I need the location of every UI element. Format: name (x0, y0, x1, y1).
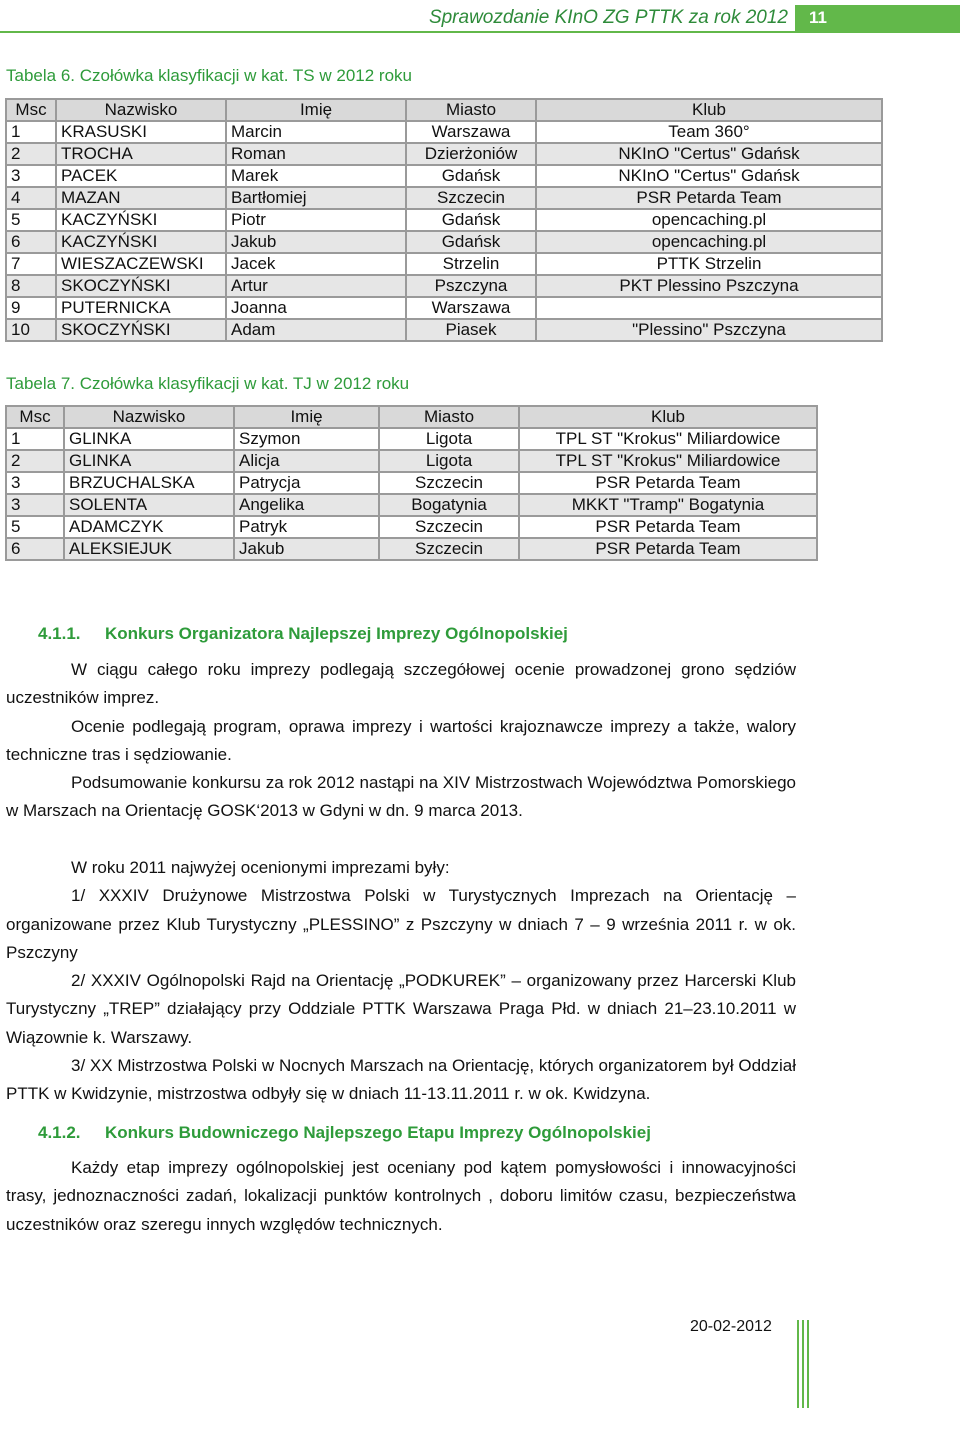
table-row (6, 231, 882, 253)
table-row (6, 319, 882, 341)
table-header-row (6, 406, 817, 428)
table-cell: Ligota (379, 428, 519, 450)
table-cell: SKOCZYŃSKI (56, 275, 226, 297)
table-cell: ADAMCZYK (64, 516, 234, 538)
table-cell: Szczecin (406, 187, 536, 209)
paragraph: W roku 2011 najwyżej ocenionymi imprezami były: (71, 858, 450, 877)
table-cell: 6 (6, 231, 56, 253)
table-cell: 3 (6, 472, 64, 494)
table-cell: Alicja (234, 450, 379, 472)
table-cell: Roman (226, 143, 406, 165)
table-cell: Artur (226, 275, 406, 297)
table-cell: 7 (6, 253, 56, 275)
table-row (6, 450, 817, 472)
table-cell: 4 (6, 187, 56, 209)
table-cell: Team 360° (536, 121, 882, 143)
table-cell: Szczecin (379, 472, 519, 494)
table-row (6, 494, 817, 516)
table-cell: KACZYŃSKI (56, 231, 226, 253)
table-cell: Warszawa (406, 297, 536, 319)
paragraph: Ocenie podlegają program, oprawa imprezy i wartości krajoznawcze imprezy a także, walory techniczne tras i sędziowanie. (6, 716, 796, 764)
table-cell: Szczecin (379, 538, 519, 560)
table-cell: 5 (6, 516, 64, 538)
section-412-heading (38, 1123, 651, 1143)
table-cell: MAZAN (56, 187, 226, 209)
column-header: Nazwisko (64, 406, 234, 428)
table7 (5, 405, 818, 561)
table-cell: Joanna (226, 297, 406, 319)
table-cell: Patryk (234, 516, 379, 538)
table-cell: Jakub (226, 231, 406, 253)
column-header: Miasto (406, 99, 536, 121)
footer-bars-decoration (797, 1320, 813, 1408)
column-header: Msc (6, 99, 56, 121)
table-cell: Piasek (406, 319, 536, 341)
table-row (6, 516, 817, 538)
column-header: Imię (234, 406, 379, 428)
table-cell: TPL ST "Krokus" Miliardowice (519, 428, 817, 450)
table-row (6, 187, 882, 209)
paragraph: 2/ XXXIV Ogólnopolski Rajd na Orientację „PODKUREK” – organizowany przez Harcerski Klub Turystyczny „TREP” działający przy Oddziale PTTK Warszawa Praga Płd. w dniach 21–23.10.2011 w Wiązownie k. Warszawy. (6, 971, 796, 1047)
table-row (6, 297, 882, 319)
column-header: Nazwisko (56, 99, 226, 121)
column-header: Klub (536, 99, 882, 121)
table-cell: GLINKA (64, 428, 234, 450)
table-cell: Piotr (226, 209, 406, 231)
table-cell: BRZUCHALSKA (64, 472, 234, 494)
table-row (6, 538, 817, 560)
table-cell: Jakub (234, 538, 379, 560)
section-412-number: 4.1.2. (38, 1123, 81, 1142)
table-cell: SKOCZYŃSKI (56, 319, 226, 341)
paragraph: 3/ XX Mistrzostwa Polski w Nocnych Marszach na Orientację, których organizatorem był Oddział PTTK w Kwidzynie, mistrzostwa odbyły się w dniach 11-13.11.2011 r. w ok. Kwidzyna. (6, 1056, 796, 1104)
table-cell: 1 (6, 121, 56, 143)
document-title: Sprawozdanie KInO ZG PTTK za rok 2012 (428, 7, 788, 28)
table-cell: Gdańsk (406, 165, 536, 187)
paragraph: Każdy etap imprezy ogólnopolskiej jest oceniany pod kątem pomysłowości i innowacyjności trasy, jednoznaczności zadań, lokalizacji punktów kontrolnych , doboru limitów czasu, bezpieczeństwa uczestników oraz szeregu innych względów technicznych. (6, 1158, 796, 1234)
table-cell: 3 (6, 494, 64, 516)
table-cell: Strzelin (406, 253, 536, 275)
section-411-2011-list (6, 854, 796, 1109)
table-row (6, 209, 882, 231)
section-412-title: Konkurs Budowniczego Najlepszego Etapu Imprezy Ogólnopolskiej (105, 1123, 651, 1142)
table-cell: PSR Petarda Team (536, 187, 882, 209)
table-row (6, 275, 882, 297)
section-411-title: Konkurs Organizatora Najlepszej Imprezy Ogólnopolskiej (105, 624, 568, 643)
table-cell: 3 (6, 165, 56, 187)
table-cell: 10 (6, 319, 56, 341)
table-cell: PUTERNICKA (56, 297, 226, 319)
table-cell: SOLENTA (64, 494, 234, 516)
table-cell: KACZYŃSKI (56, 209, 226, 231)
table-cell: 2 (6, 450, 64, 472)
table6 (5, 98, 883, 342)
table-cell: 2 (6, 143, 56, 165)
table-cell: TPL ST "Krokus" Miliardowice (519, 450, 817, 472)
page-number: 11 (795, 5, 960, 31)
table-cell: Pszczyna (406, 275, 536, 297)
table-cell: 9 (6, 297, 56, 319)
table-cell: NKInO "Certus" Gdańsk (536, 165, 882, 187)
table-cell: Szczecin (379, 516, 519, 538)
table-cell: Warszawa (406, 121, 536, 143)
table-row (6, 472, 817, 494)
table-cell: NKInO "Certus" Gdańsk (536, 143, 882, 165)
section-411-body (6, 656, 796, 826)
column-header: Miasto (379, 406, 519, 428)
table-cell: GLINKA (64, 450, 234, 472)
column-header: Msc (6, 406, 64, 428)
column-header: Klub (519, 406, 817, 428)
table-cell: WIESZACZEWSKI (56, 253, 226, 275)
table-row (6, 253, 882, 275)
table-cell: 6 (6, 538, 64, 560)
table-row (6, 428, 817, 450)
table-row (6, 165, 882, 187)
table-cell: Adam (226, 319, 406, 341)
table-cell: Gdańsk (406, 209, 536, 231)
footer-date: 20-02-2012 (690, 1318, 772, 1335)
section-412-body (6, 1154, 796, 1239)
table-cell: Patrycja (234, 472, 379, 494)
section-411-heading (38, 624, 568, 644)
table-cell: opencaching.pl (536, 231, 882, 253)
table-cell: Marek (226, 165, 406, 187)
table-cell: Dzierżoniów (406, 143, 536, 165)
table-cell: opencaching.pl (536, 209, 882, 231)
table-cell: PACEK (56, 165, 226, 187)
column-header: Imię (226, 99, 406, 121)
table-header-row (6, 99, 882, 121)
table-cell: Szymon (234, 428, 379, 450)
table-cell: PSR Petarda Team (519, 516, 817, 538)
table-cell: "Plessino" Pszczyna (536, 319, 882, 341)
table-row (6, 121, 882, 143)
section-411-number: 4.1.1. (38, 624, 81, 643)
table-cell: MKKT "Tramp" Bogatynia (519, 494, 817, 516)
table-cell: Jacek (226, 253, 406, 275)
table-cell: ALEKSIEJUK (64, 538, 234, 560)
table-cell: Ligota (379, 450, 519, 472)
table7-caption: Tabela 7. Czołówka klasyfikacji w kat. TJ w 2012 roku (6, 374, 410, 393)
table-cell (536, 297, 882, 319)
table-cell: Bogatynia (379, 494, 519, 516)
table-cell: Marcin (226, 121, 406, 143)
table-cell: PSR Petarda Team (519, 538, 817, 560)
table-cell: Angelika (234, 494, 379, 516)
header-divider (0, 31, 960, 33)
table-cell: PSR Petarda Team (519, 472, 817, 494)
table-cell: 5 (6, 209, 56, 231)
table-cell: 1 (6, 428, 64, 450)
paragraph: 1/ XXXIV Drużynowe Mistrzostwa Polski w Turystycznych Imprezach na Orientację – organizowane przez Klub Turystyczny „PLESSINO” z Pszczyny w dniach 7 – 9 września 2011 r. w ok. Pszczyny (6, 886, 796, 962)
table-cell: TROCHA (56, 143, 226, 165)
table-cell: Gdańsk (406, 231, 536, 253)
paragraph: Podsumowanie konkursu za rok 2012 nastąpi na XIV Mistrzostwach Województwa Pomorskiego w Marszach na Orientację GOSK‘2013 w Gdyni w dn. 9 marca 2013. (6, 773, 796, 821)
table6-caption: Tabela 6. Czołówka klasyfikacji w kat. TS w 2012 roku (6, 66, 412, 85)
table-cell: Bartłomiej (226, 187, 406, 209)
table-cell: 8 (6, 275, 56, 297)
paragraph: W ciągu całego roku imprezy podlegają szczegółowej ocenie prowadzonej grono sędziów uczestników imprez. (6, 660, 796, 708)
table-row (6, 143, 882, 165)
table-cell: PTTK Strzelin (536, 253, 882, 275)
table-cell: PKT Plessino Pszczyna (536, 275, 882, 297)
table-cell: KRASUSKI (56, 121, 226, 143)
